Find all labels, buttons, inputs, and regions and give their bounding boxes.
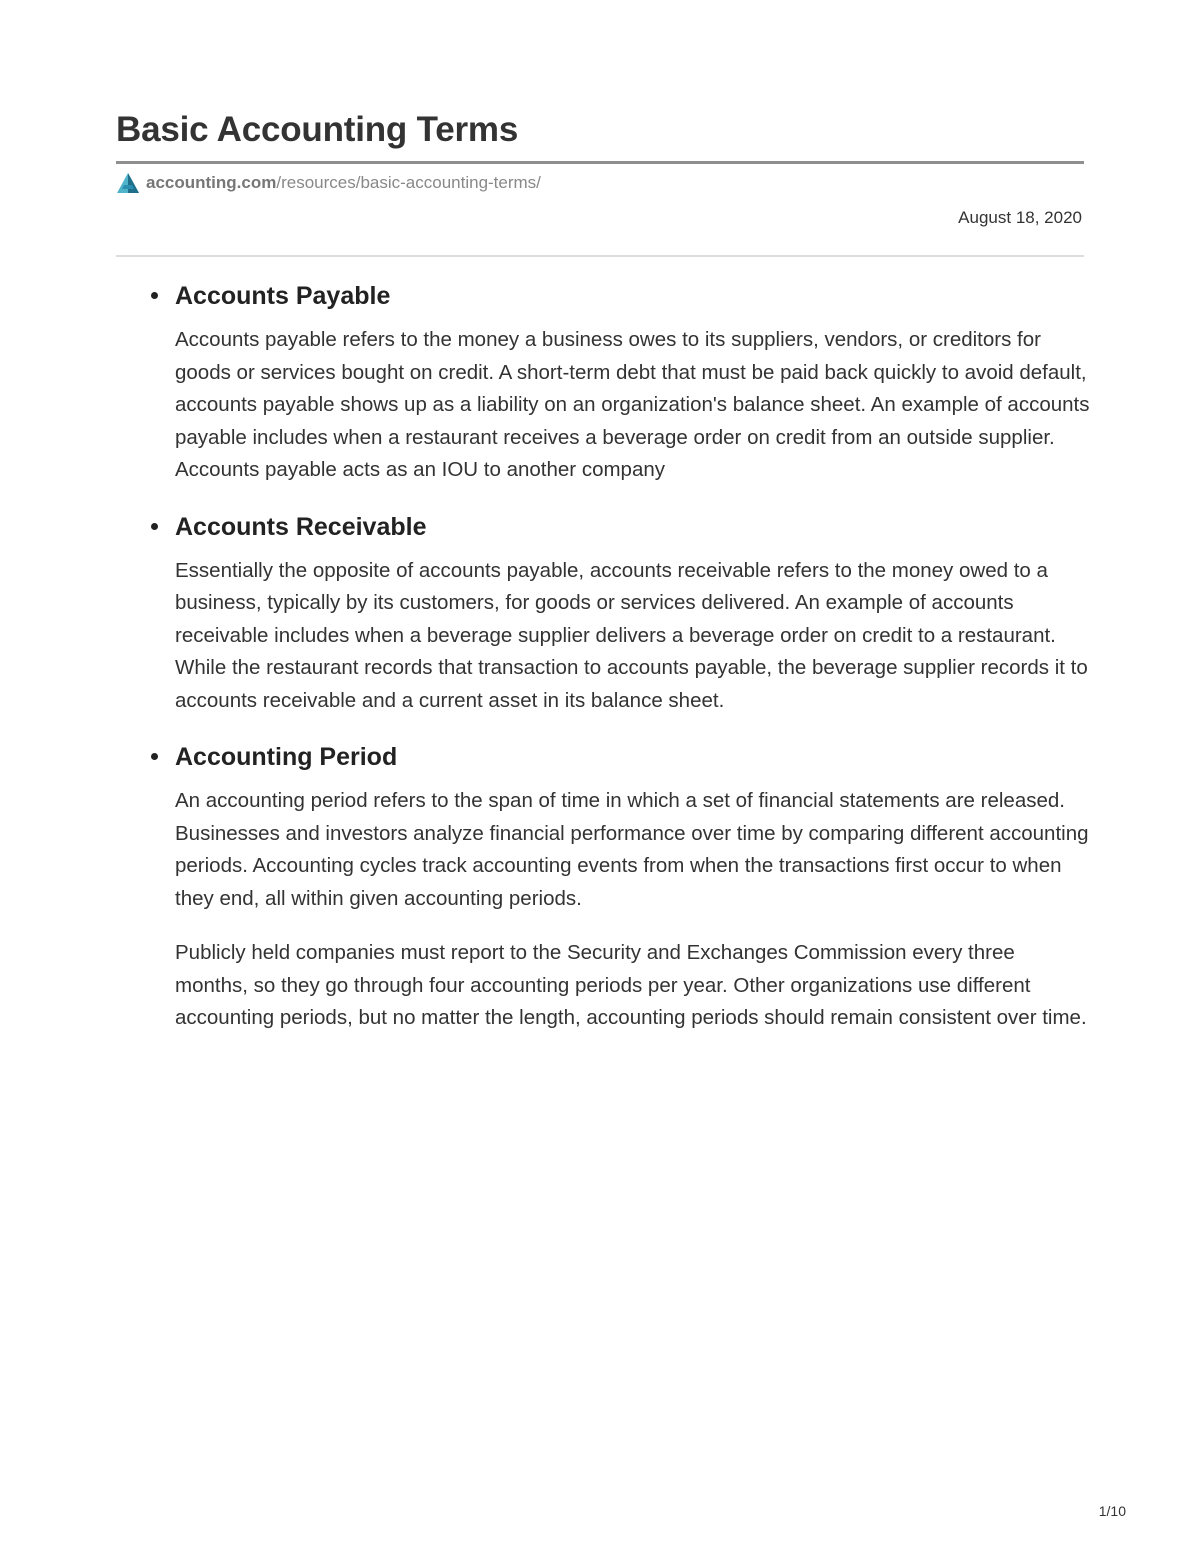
page-number: 1/10 bbox=[1098, 1503, 1126, 1519]
term-item bbox=[175, 509, 1090, 718]
term-item bbox=[175, 278, 1090, 487]
term-description: An accounting period refers to the span of time in which a set of financial statements are released. Businesses and investors analyze financial performance over time by comparing different accounting periods. Accounting cycles track accounting events from when the transactions first occur to when they end, all within given accounting periods. bbox=[175, 789, 1089, 910]
bullet-icon bbox=[151, 292, 158, 299]
term-description: Essentially the opposite of accounts payable, accounts receivable refers to the money owed to a business, typically by its customers, for goods or services delivered. An example of accounts receivable includes when a beverage supplier delivers a beverage order on credit to a restaurant. While the restaurant records that transaction to accounts payable, the beverage supplier records it to accounts receivable and a current asset in its balance sheet. bbox=[175, 558, 1088, 712]
source-link[interactable] bbox=[116, 171, 541, 195]
source-domain: accounting.com bbox=[146, 173, 277, 192]
term-heading: Accounting Period bbox=[175, 743, 398, 771]
title-divider bbox=[116, 161, 1084, 164]
term-description: Accounts payable refers to the money a business owes to its suppliers, vendors, or creditors for goods or services bought on credit. A short-term debt that must be paid back quickly to avoid default, accounts payable shows up as a liability on an organization's balance sheet. An example of accounts payable includes when a restaurant receives a beverage order on credit from an outside supplier. Accounts payable acts as an IOU to another company bbox=[175, 328, 1090, 481]
source-path: /resources/basic-accounting-terms/ bbox=[276, 173, 541, 192]
publish-date: August 18, 2020 bbox=[958, 208, 1082, 227]
term-heading: Accounts Receivable bbox=[175, 512, 427, 541]
page-title: Basic Accounting Terms bbox=[116, 110, 519, 149]
bullet-icon bbox=[151, 753, 158, 760]
terms-list bbox=[175, 278, 1090, 1035]
header-divider bbox=[116, 255, 1084, 257]
accounting-logo-icon bbox=[116, 171, 140, 195]
term-heading: Accounts Payable bbox=[175, 282, 391, 310]
term-item bbox=[175, 739, 1090, 1035]
bullet-icon bbox=[151, 523, 158, 530]
term-description: Publicly held companies must report to the Security and Exchanges Commission every three months, so they go through four accounting periods per year. Other organizations use different accounting periods, but no matter the length, accounting periods should remain consistent over time. bbox=[175, 941, 1087, 1029]
